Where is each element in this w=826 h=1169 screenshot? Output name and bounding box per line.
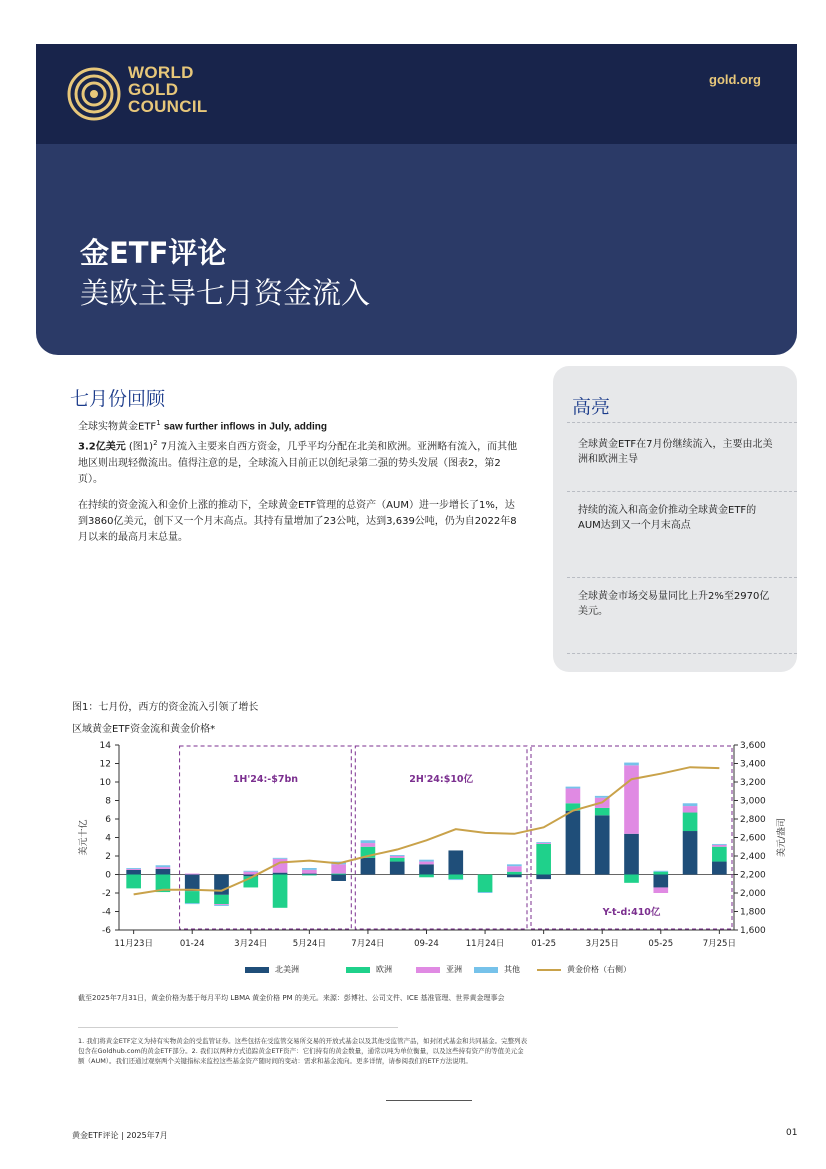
logo-word: GOLD (128, 80, 179, 99)
bar-segment (273, 875, 288, 908)
bar-segment (507, 864, 522, 866)
bar-segment (214, 905, 229, 906)
bar-segment (390, 862, 405, 875)
bar-segment (683, 806, 698, 812)
page-title: 金ETF评论 (80, 236, 227, 270)
site-link[interactable]: gold.org (709, 72, 761, 87)
bar-segment (419, 875, 434, 878)
bar-segment (536, 844, 551, 875)
bar-segment (361, 858, 376, 875)
legend-swatch (346, 967, 370, 973)
bar-segment (273, 858, 288, 859)
y-tick-label: -2 (102, 889, 111, 899)
bar-segment (566, 788, 581, 803)
bar-segment (653, 875, 668, 888)
bar-segment (390, 855, 405, 856)
page-number: 01 (786, 1128, 798, 1138)
review-heading: 七月份回顾 (70, 388, 166, 410)
bar-segment (624, 763, 639, 766)
bar-segment (536, 843, 551, 844)
y-tick-label: 12 (99, 759, 111, 770)
figure-title: 图1：七月份，西方的资金流入引领了增长 (72, 702, 259, 713)
cover-banner (36, 44, 797, 355)
bar-segment (156, 865, 171, 867)
bar-segment (214, 895, 229, 904)
bar-segment (683, 803, 698, 806)
divider (567, 491, 797, 492)
bar-segment (536, 875, 551, 880)
legend-label: 北美洲 (275, 965, 299, 974)
y2-tick-label: 2,800 (740, 815, 766, 825)
legend-label: 欧洲 (376, 965, 392, 974)
etf-flows-chart (72, 737, 787, 957)
footnote-ref-2[interactable]: 2 (153, 439, 158, 448)
y2-tick-label: 3,000 (740, 796, 766, 807)
bar-segment (448, 879, 463, 880)
divider (567, 653, 797, 654)
x-tick-label: 11月24日 (465, 939, 505, 949)
x-tick-label: 01-25 (531, 939, 556, 949)
logo-word: WORLD (128, 63, 194, 82)
bar-segment (448, 875, 463, 880)
divider (78, 1027, 398, 1028)
highlight-item: 全球黄金市场交易量同比上升2%至2970亿美元。 (578, 591, 770, 617)
divider (567, 422, 797, 423)
y-tick-label: 8 (105, 796, 111, 807)
bar-segment (712, 845, 727, 847)
legend-item (537, 964, 631, 975)
bar-segment (185, 903, 200, 904)
footnote-ref-1[interactable]: 1 (156, 419, 161, 427)
bar-segment (361, 843, 376, 847)
text-run-bold: saw further inflows in July, adding (163, 421, 328, 433)
x-tick-label: 09-24 (414, 939, 439, 949)
bar-segment (712, 847, 727, 862)
bar-segment (478, 892, 493, 893)
period-label: 1H'24:-$7bn (232, 774, 299, 785)
legend-item (245, 964, 299, 975)
bar-segment (507, 866, 522, 872)
legend-label: 其他 (504, 965, 520, 974)
x-tick-label: 7月25日 (702, 939, 736, 949)
logo-wordmark (128, 64, 208, 115)
legend-swatch (474, 967, 498, 973)
review-paragraph-2: 在持续的资金流入和金价上涨的推动下，全球黄金ETF管理的总资产（AUM）进一步增长了1%，达到3860亿美元，创下又一个月末高点。其持有量增加了23公吨，达到3,639公吨，仍为自2022年8月以来的最高月末总量。 (78, 500, 517, 543)
y2-tick-label: 2,600 (740, 833, 766, 844)
bar-segment (126, 868, 141, 869)
y-tick-label: -6 (102, 926, 111, 936)
legend-item (474, 964, 520, 975)
figure-ref: (图1) (128, 441, 154, 453)
page-subtitle: 美欧主导七月资金流入 (80, 276, 371, 310)
bar-segment (390, 856, 405, 858)
y2-tick-label: 3,400 (740, 759, 766, 770)
x-tick-label: 3月24日 (234, 939, 268, 949)
bar-segment (712, 844, 727, 845)
y-tick-label: 14 (99, 741, 111, 751)
x-tick-label: 5月24日 (292, 939, 326, 949)
y2-tick-label: 2,000 (740, 889, 766, 899)
bar-segment (595, 815, 610, 874)
y2-tick-label: 2,200 (740, 870, 766, 881)
bar-segment (390, 858, 405, 862)
text-run: 7月流入主要来自西方资金，几乎平均分配在北美和欧洲。亚洲略有流入，而其他地区则出现轻微流出。值得注意的是，全球流入目前正以创纪录第二强的势头发展（图表2，第2页）。 (78, 441, 518, 485)
highlight-item: 全球黄金ETF在7月份继续流入，主要由北美洲和欧洲主导 (578, 439, 773, 465)
bar-segment (653, 872, 668, 875)
bar-segment (185, 875, 200, 892)
y-tick-label: 4 (105, 833, 111, 844)
y2-tick-label: 3,200 (740, 778, 766, 788)
bar-segment (536, 842, 551, 843)
bar-segment (653, 871, 668, 872)
bar-segment (331, 875, 346, 881)
text-run: 全球实物黄金ETF (78, 421, 157, 433)
bar-segment (595, 808, 610, 815)
bar-segment (683, 813, 698, 832)
bar-segment (566, 811, 581, 875)
bar-segment (185, 874, 200, 875)
bar-segment (126, 870, 141, 875)
bar-segment (331, 874, 346, 875)
legend-label: 亚洲 (446, 965, 462, 974)
bar-segment (566, 787, 581, 789)
divider (386, 1100, 472, 1101)
bar-segment (156, 869, 171, 875)
logo-word: COUNCIL (128, 97, 208, 116)
legend-line (537, 969, 561, 971)
divider (567, 577, 797, 578)
review-paragraph-1 (78, 415, 523, 488)
y2-tick-label: 3,600 (740, 741, 766, 751)
bar-segment (302, 868, 317, 870)
bar-segment (624, 834, 639, 875)
footer-label: 黄金ETF评论 | 2025年7月 (72, 1131, 168, 1140)
bar-segment (653, 887, 668, 893)
x-tick-label: 11月23日 (114, 939, 153, 949)
bar-segment (624, 875, 639, 883)
bar-segment (507, 875, 522, 878)
footnotes: 1. 我们将黄金ETF定义为持有实物黄金的受监管证券。这些包括在受监管交易所交易的开放式基金以及其他受监管产品，如封闭式基金和共同基金。完整列表包含在Goldhub.com的黄金ETF部分。2. 我们以两种方式追踪黄金ETF资产：它们持有的黄金数量，通常以吨为单位衡量，以及这些持有资产的等值美元金额（AUM）。我们还通过观察两个关键指标来监控这些基金资产随时间的变动：需求和基金流向。更多详情，请参阅我们的ETF方法说明。 (78, 1037, 528, 1065)
y2-tick-label: 1,600 (740, 926, 766, 936)
bar-segment (156, 867, 171, 869)
y-axis-title: 美元十亿 (79, 819, 89, 856)
text-run-bold: 3.2亿美元 (78, 441, 126, 453)
x-tick-label: 7月24日 (351, 939, 385, 949)
bar-segment (478, 875, 493, 893)
y2-axis-title: 美元/盎司 (777, 817, 787, 858)
legend-label: 黄金价格（右侧） (567, 965, 631, 974)
y2-tick-label: 1,800 (740, 907, 766, 918)
bar-segment (126, 869, 141, 870)
x-tick-label: 01-24 (179, 939, 205, 949)
bar-segment (507, 872, 522, 875)
bar-segment (712, 862, 727, 875)
bar-segment (273, 873, 288, 875)
x-tick-label: 3月25日 (585, 939, 619, 949)
x-tick-label: 05-25 (648, 939, 674, 949)
bar-segment (214, 904, 229, 905)
highlights-heading: 高亮 (572, 396, 611, 418)
bar-segment (185, 891, 200, 903)
y2-tick-label: 2,400 (740, 852, 766, 862)
bar-segment (302, 874, 317, 875)
legend-swatch (245, 967, 269, 973)
figure-source: 截至2025年7月31日，黄金价格为基于每月平均 LBMA 黄金价格 PM 的美元。来源：彭博社、公司文件、ICE 基准管理、世界黄金理事会 (78, 994, 505, 1002)
bar-segment (419, 862, 434, 865)
figure-subtitle: 区域黄金ETF资金流和黄金价格* (72, 724, 216, 735)
y-tick-label: 10 (99, 778, 111, 788)
legend-item (416, 964, 462, 975)
bar-segment (361, 840, 376, 843)
legend-item (346, 964, 392, 975)
legend-swatch (416, 967, 440, 973)
bar-segment (214, 875, 229, 895)
bar-segment (302, 875, 317, 876)
period-label: 2H'24:$10亿 (409, 774, 474, 785)
y-tick-label: 0 (105, 870, 111, 881)
y-tick-label: 2 (105, 852, 111, 862)
bar-segment (448, 850, 463, 874)
period-label: Y-t-d:410亿 (602, 907, 661, 919)
highlight-item: 持续的流入和高金价推动全球黄金ETF的AUM达到又一个月末高点 (578, 505, 757, 531)
y-tick-label: 6 (105, 815, 111, 825)
bar-segment (419, 860, 434, 862)
bar-segment (624, 765, 639, 833)
bar-segment (243, 871, 258, 872)
bar-segment (683, 831, 698, 874)
bar-segment (419, 864, 434, 874)
bar-segment (126, 875, 141, 889)
bar-segment (331, 864, 346, 873)
bar-segment (302, 870, 317, 874)
y-tick-label: -4 (102, 907, 111, 918)
